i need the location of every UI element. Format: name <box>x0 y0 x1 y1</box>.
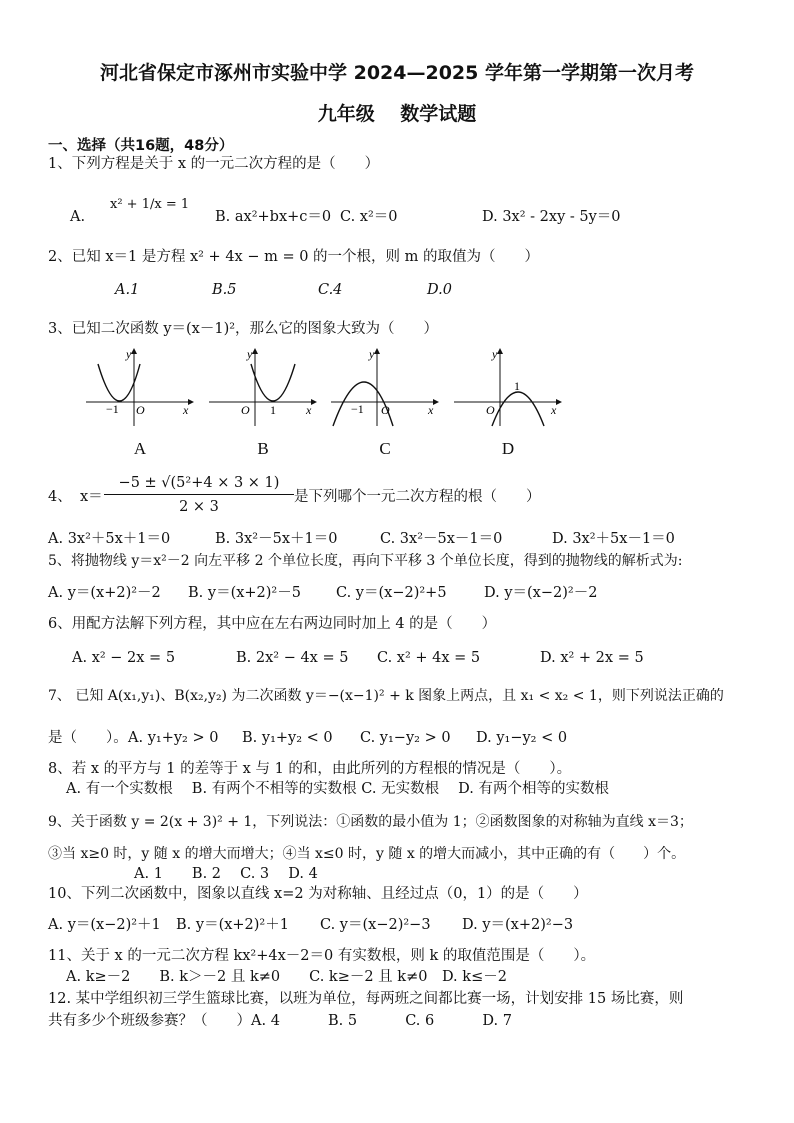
q2-stem: 2、已知 x＝1 是方程 x² + 4x − m = 0 的一个根，则 m 的取值为（ ） <box>48 249 540 265</box>
graph-b-label: B <box>257 439 269 458</box>
q6-option-a: A. x² − 2x = 5 <box>72 650 176 666</box>
q4-numerator: −5 ± √(5²+4 × 3 × 1) <box>118 475 280 491</box>
graph-d-label: D <box>501 439 515 458</box>
graph-a-label: A <box>133 439 147 458</box>
q5-option-a: A. y＝(x+2)²－2 <box>48 585 161 601</box>
graph-d <box>452 346 564 428</box>
q10-option-d: D. y＝(x+2)²−3 <box>462 917 574 933</box>
q4-option-c: C. 3x²－5x－1＝0 <box>380 531 503 547</box>
svg-text:1: 1 <box>514 379 520 393</box>
q11-options: A. k≥－2 B. k＞－2 且 k≠0 C. k≥－2 且 k≠0 D. k≤－2 <box>66 969 507 985</box>
page-title: 河北省保定市涿州市实验中学 2024—2025 学年第一学期第一次月考 <box>100 62 694 84</box>
q1-option-d: D. 3x² - 2xy - 5y＝0 <box>482 209 621 225</box>
svg-text:x: x <box>551 403 557 417</box>
svg-text:y: y <box>126 347 132 361</box>
q4-fraction-bar <box>104 494 294 495</box>
q5-option-d: D. y＝(x−2)²－2 <box>484 585 598 601</box>
q8-stem: 8、若 x 的平方与 1 的差等于 x 与 1 的和，由此所列的方程根的情况是（ ）。 <box>48 761 572 777</box>
q4-x-eq: x＝ <box>80 489 103 505</box>
svg-text:y: y <box>492 347 498 361</box>
svg-text:y: y <box>247 347 253 361</box>
q9-options: A. 1 B. 2 C. 3 D. 4 <box>134 866 318 882</box>
svg-text:O: O <box>136 403 145 417</box>
q4-option-b: B. 3x²－5x＋1＝0 <box>215 531 338 547</box>
graph-c-label: C <box>379 439 391 458</box>
q4-denominator: 2 × 3 <box>179 499 219 515</box>
q6-stem: 6、用配方法解下列方程，其中应在左右两边同时加上 4 的是（ ） <box>48 616 497 632</box>
q9-stem-line2: ③当 x≥0 时，y 随 x 的增大而增大；④当 x≤0 时，y 随 x 的增大而减小，其中正确的有（ ）个。 <box>48 846 686 862</box>
q1-option-c: C. x²＝0 <box>340 209 398 225</box>
q7-stem-line1: 7、 已知 A(x₁,y₁)、B(x₂,y₂) 为二次函数 y＝−(x−1)² + k 图象上两点，且 x₁ < x₂ < 1，则下列说法正确的 <box>48 688 724 704</box>
q10-option-c: C. y＝(x−2)²−3 <box>320 917 431 933</box>
graph-c <box>329 346 441 428</box>
q5-option-b: B. y＝(x+2)²－5 <box>188 585 301 601</box>
svg-text:−1: −1 <box>351 402 364 416</box>
q1-option-a-formula: x² + 1/x = 1 <box>110 197 190 212</box>
q5-option-c: C. y＝(x−2)²+5 <box>336 585 447 601</box>
q6-option-c: C. x² + 4x = 5 <box>377 650 481 666</box>
q7-option-b: B. y₁+y₂ < 0 <box>242 730 333 746</box>
graph-b <box>207 346 319 428</box>
svg-text:−1: −1 <box>106 402 119 416</box>
q7-option-c: C. y₁−y₂ > 0 <box>360 730 451 746</box>
q9-stem-line1: 9、关于函数 y = 2(x + 3)² + 1，下列说法：①函数的最小值为 1；②函数图象的对称轴为直线 x＝3； <box>48 814 693 830</box>
q2-option-c: C.4 <box>318 282 343 298</box>
q5-stem: 5、将抛物线 y＝x²－2 向左平移 2 个单位长度，再向下平移 3 个单位长度，得到的抛物线的解析式为: <box>48 553 683 569</box>
q2-option-d: D.0 <box>427 282 452 298</box>
q11-stem: 11、关于 x 的一元二次方程 kx²+4x－2＝0 有实数根，则 k 的取值范围是（ ）。 <box>48 948 596 964</box>
svg-text:x: x <box>183 403 189 417</box>
q7-option-a: A. y₁+y₂ > 0 <box>128 730 219 746</box>
q12-stem-line2: 共有多少个班级参赛？（ ）A. 4 B. 5 C. 6 D. 7 <box>48 1013 512 1029</box>
q10-stem: 10、下列二次函数中，图象以直线 x=2 为对称轴、且经过点（0，1）的是（ ） <box>48 886 588 902</box>
q10-option-b: B. y＝(x+2)²＋1 <box>176 917 289 933</box>
q6-option-b: B. 2x² − 4x = 5 <box>236 650 349 666</box>
q7-stem-line2: 是（ ）。 <box>48 730 128 746</box>
q4-number: 4、 <box>48 489 72 505</box>
svg-text:x: x <box>428 403 434 417</box>
q8-options: A. 有一个实数根 B. 有两个不相等的实数根 C. 无实数根 D. 有两个相等的实数根 <box>66 781 610 797</box>
q4-tail: 是下列哪个一元二次方程的根（ ） <box>294 489 541 505</box>
q2-option-b: B.5 <box>212 282 237 298</box>
q3-stem: 3、已知二次函数 y＝(x－1)²，那么它的图象大致为（ ） <box>48 321 439 337</box>
q10-option-a: A. y＝(x−2)²＋1 <box>48 917 161 933</box>
q1-option-a-label: A. <box>70 209 86 225</box>
graph-a <box>84 346 196 428</box>
svg-text:O: O <box>486 403 495 417</box>
svg-text:y: y <box>369 347 375 361</box>
q7-option-d: D. y₁−y₂ < 0 <box>476 730 568 746</box>
q1-option-b: B. ax²+bx+c＝0 <box>215 209 332 225</box>
q2-option-a: A.1 <box>115 282 140 298</box>
page-subtitle: 九年级 数学试题 <box>317 103 477 125</box>
svg-text:O: O <box>241 403 250 417</box>
q4-option-a: A. 3x²＋5x＋1＝0 <box>48 531 171 547</box>
svg-text:x: x <box>306 403 312 417</box>
q12-stem-line1: 12. 某中学组织初三学生篮球比赛，以班为单位，每两班之间都比赛一场，计划安排 15 场比赛，则 <box>48 991 684 1007</box>
svg-text:O: O <box>381 403 390 417</box>
section-heading: 一、选择（共16题，48分） <box>48 138 234 154</box>
q1-stem: 1、下列方程是关于 x 的一元二次方程的是（ ） <box>48 156 380 172</box>
q6-option-d: D. x² + 2x = 5 <box>540 650 644 666</box>
svg-text:1: 1 <box>270 403 276 417</box>
q4-option-d: D. 3x²＋5x－1＝0 <box>552 531 675 547</box>
